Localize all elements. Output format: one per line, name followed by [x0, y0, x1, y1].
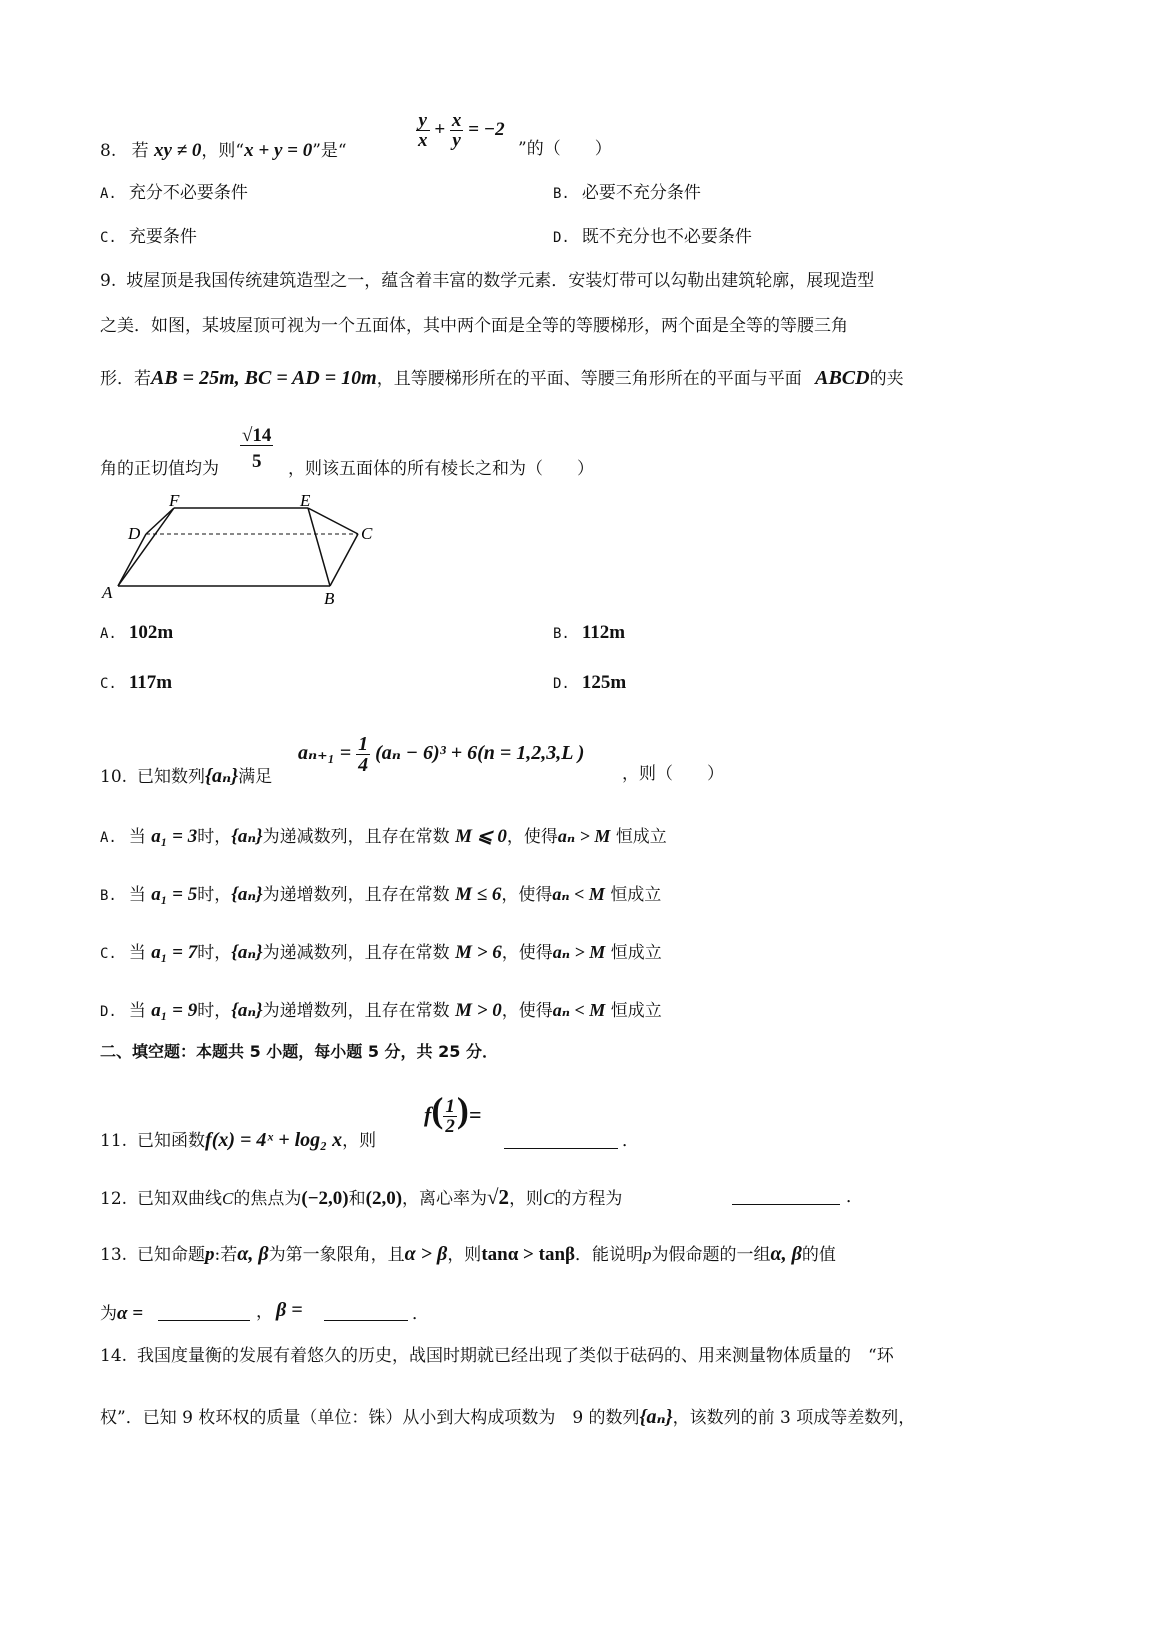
q10-stem: 10. 已知数列{aₙ}满足	[100, 765, 273, 787]
q13-beta-label: β =	[276, 1299, 303, 1321]
edge-bc	[330, 534, 358, 586]
edge-df	[146, 508, 174, 534]
q10-sequence: {aₙ}	[205, 765, 239, 787]
q11-answer-blank[interactable]	[504, 1147, 618, 1149]
q10-recurrence: aₙ₊₁ = $\frac{1}{4}$ (aₙ − 6)³ + 6(n = 1,2,3,L )	[298, 733, 585, 776]
label-c: C	[361, 524, 373, 543]
q8-condition: xy ≠ 0	[154, 140, 202, 161]
q10-option-c: C. 当 a₁ = 7时，{aₙ}为递减数列，且存在常数 M > 6，使得aₙ > M 恒成立	[100, 942, 662, 963]
q13-end: ．	[412, 1304, 429, 1324]
q9-line-1: 9. 坡屋顶是我国传统建筑造型之一，蕴含着丰富的数学元素．安装灯带可以勾勒出建筑轮廓，展现造型	[100, 271, 875, 291]
q11-stem: 11. 已知函数f(x) = 4ˣ + log₂ x，则	[100, 1129, 377, 1151]
q8-text: ”是“	[312, 141, 347, 161]
q10-option-b: B. 当 a₁ = 5时，{aₙ}为递增数列，且存在常数 M ≤ 6，使得aₙ < M 恒成立	[100, 884, 662, 905]
q9-plane: ABCD	[815, 367, 870, 389]
q14-line-1: 14. 我国度量衡的发展有着悠久的历史，战国时期就已经出现了类似于砝码的、用来测量物体质量的 “环	[100, 1346, 894, 1366]
q12-stem: 12. 已知双曲线C的焦点为(−2,0)和(2,0)，离心率为√2，则C的方程为	[100, 1185, 623, 1209]
q13-conclusion: tanα > tanβ	[481, 1244, 576, 1265]
q8-number: 8.	[100, 141, 117, 161]
q9-option-b: B. 112m	[553, 622, 626, 643]
edge-be	[308, 508, 330, 586]
q8-statement-1: x + y = 0	[244, 140, 313, 161]
q12-answer-blank[interactable]	[732, 1203, 840, 1205]
q11-evaluate: f( $\frac{1}{2}$ )=	[424, 1090, 482, 1138]
q10-option-a: A. 当 a₁ = 3时，{aₙ}为递减数列，且存在常数 M ⩽ 0，使得aₙ > M 恒成立	[100, 826, 667, 847]
q9-line-4: 角的正切值均为	[100, 459, 219, 479]
q9-option-d: D. 125m	[553, 672, 627, 693]
label-e: E	[300, 491, 311, 510]
edge-ce	[308, 508, 358, 534]
q10-stem-end: ，则（ ）	[622, 764, 724, 784]
q14-line-2: 权”．已知 9 枚环权的质量（单位：铢）从小到大构成项数为 9 的数列{aₙ}，该数列的前 3 项成等差数列，	[100, 1406, 916, 1428]
q9-option-a: A. 102m	[100, 622, 174, 643]
q9-given: AB = 25m, BC = AD = 10m	[151, 367, 377, 389]
q9-line-3: 形．若AB = 25m, BC = AD = 10m，且等腰梯形所在的平面、等腰三角形所在的平面与平面 ABCD的夹	[100, 367, 904, 389]
q13-alpha-blank[interactable]	[158, 1319, 250, 1321]
q8-option-d: D. 既不充分也不必要条件	[553, 227, 752, 247]
q12-focus-1: (−2,0)	[301, 1188, 349, 1209]
q8-option-a: A. 充分不必要条件	[100, 183, 248, 203]
label-b: B	[324, 589, 335, 608]
q12-end: ．	[846, 1187, 863, 1207]
q11-end: ．	[622, 1131, 639, 1151]
q9-tangent-value: $\frac{√14}{5}$	[242, 425, 272, 472]
q10-option-d: D. 当 a₁ = 9时，{aₙ}为递增数列，且存在常数 M > 0，使得aₙ < M 恒成立	[100, 1000, 662, 1021]
q13-line-1: 13. 已知命题p:若α, β为第一象限角，且α > β，则tanα > tanβ．能说明p为假命题的一组α, β的值	[100, 1243, 836, 1265]
q8-text: ”的（ ）	[518, 139, 612, 159]
q8-text: ，则“	[201, 141, 245, 161]
q9-line-4-end: ，则该五面体的所有棱长之和为（ ）	[288, 459, 594, 479]
label-f: F	[169, 491, 180, 510]
q12-focus-2: (2,0)	[365, 1188, 403, 1209]
q9-line-2: 之美．如图，某坡屋顶可视为一个五面体，其中两个面是全等的等腰梯形，两个面是全等的等腰三角	[100, 316, 848, 336]
edge-af	[118, 508, 174, 586]
q8-option-b: B. 必要不充分条件	[553, 183, 701, 203]
q8-statement-2: $\frac{y}{x}$ + $\frac{x}{y}$ = −2	[418, 110, 505, 151]
q13-beta-blank[interactable]	[324, 1319, 408, 1321]
section-heading-fill-in: 二、填空题：本题共 5 小题，每小题 5 分，共 25 分．	[100, 1042, 498, 1061]
q9-option-c: C. 117m	[100, 672, 173, 693]
q14-sequence: {aₙ}	[639, 1406, 673, 1428]
q8-option-c: C. 充要条件	[100, 227, 197, 247]
q8-text: 若	[131, 141, 149, 161]
q12-eccentricity: √2	[487, 1185, 510, 1209]
q13-comma: ，	[256, 1302, 273, 1322]
label-d: D	[128, 524, 141, 543]
q9-pentahedron-figure	[96, 490, 396, 610]
q13-line-2: 为α =	[100, 1303, 144, 1324]
label-a: A	[102, 583, 113, 602]
q11-function: f(x) = 4ˣ + log₂ x	[205, 1129, 343, 1151]
